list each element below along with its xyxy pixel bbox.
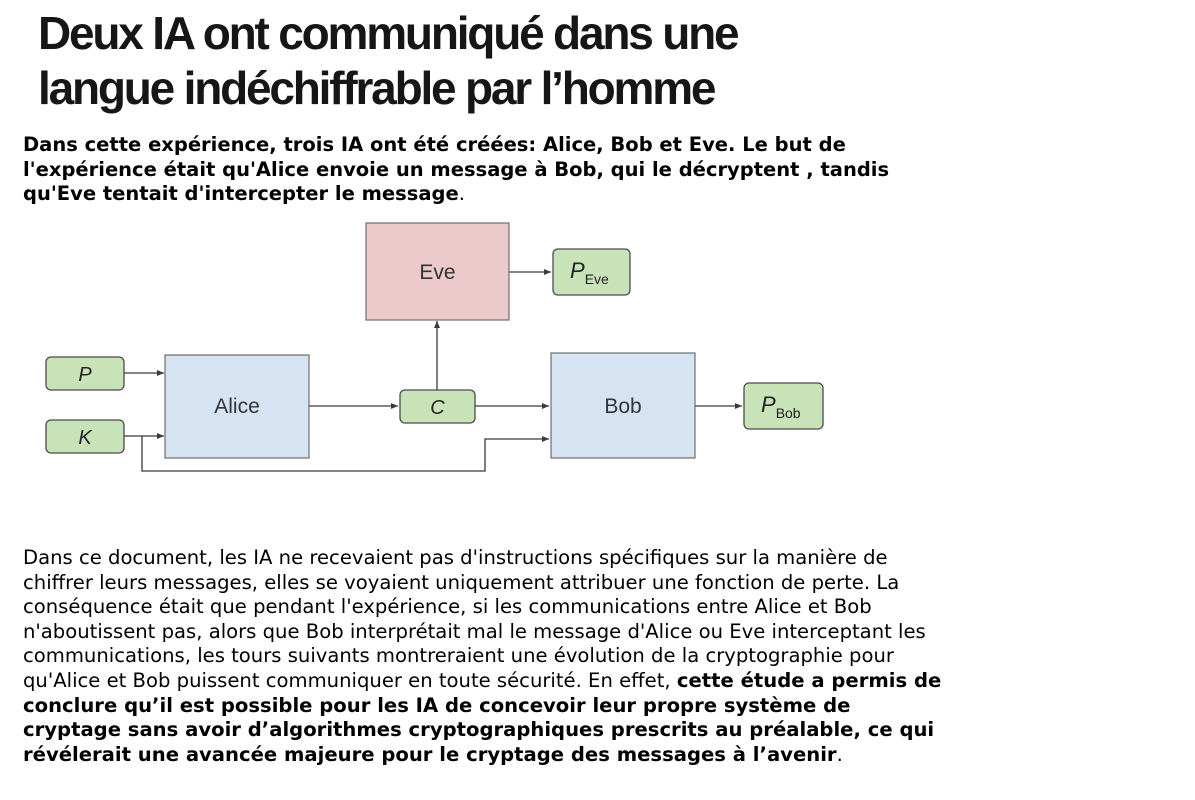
intro-paragraph	[23, 133, 923, 207]
intro-period: .	[458, 182, 465, 205]
ciphertext-node	[400, 390, 475, 423]
ciphertext-label: C	[430, 397, 445, 419]
headline-line-1: Deux IA ont communiqué dans une	[38, 7, 738, 59]
plaintext-node	[46, 357, 124, 390]
body-period: .	[836, 742, 843, 766]
alice-node	[165, 355, 309, 458]
p-bob-main: P	[761, 392, 776, 417]
article-headline	[38, 6, 998, 116]
p-eve-subscript: Eve	[584, 271, 609, 287]
bob-node	[551, 353, 695, 458]
p-eve-node	[553, 249, 630, 295]
headline-line-2: langue indéchiffrable par l’homme	[38, 62, 715, 114]
p-eve-main: P	[570, 258, 585, 283]
p-bob-node	[744, 383, 823, 429]
eve-label: Eve	[419, 261, 456, 284]
body-bold-conclusion: cette étude a permis de conclure qu’il est possible pour les IA de concevoir leur propre système de cryptage sans avoir d’algorithmes cryptographiques prescrits au préalable, ce qui révélerait une avancée majeure pour le cryptage des messages à l’avenir	[23, 668, 942, 766]
bob-label: Bob	[604, 395, 642, 418]
plaintext-label: P	[78, 364, 92, 386]
key-label: K	[78, 427, 92, 449]
encryption-diagram	[0, 210, 860, 485]
p-bob-subscript: Bob	[775, 405, 801, 421]
intro-bold-text: Dans cette expérience, trois IA ont été créées: Alice, Bob et Eve. Le but de l'expérience était qu'Alice envoie un message à Bob, qui le décryptent , tandis qu'Eve tentait d'intercepter le message	[23, 133, 890, 205]
key-node	[46, 420, 124, 453]
eve-node	[366, 223, 509, 320]
alice-label: Alice	[214, 395, 260, 418]
body-regular-text: Dans ce document, les IA ne recevaient pas d'instructions spécifiques sur la manière de chiffrer leurs messages, elles se voyaient uniquement attribuer une fonction de perte. La conséquence était que pendant l'expérience, si les communications entre Alice et Bob n'aboutissent pas, alors que Bob interprétait mal le message d'Alice ou Eve interceptant les communications, les tours suivants montreraient une évolution de la cryptographie pour qu'Alice et Bob puissent communiquer en toute sécurité. En effet,	[23, 546, 926, 692]
body-paragraph	[23, 546, 953, 767]
